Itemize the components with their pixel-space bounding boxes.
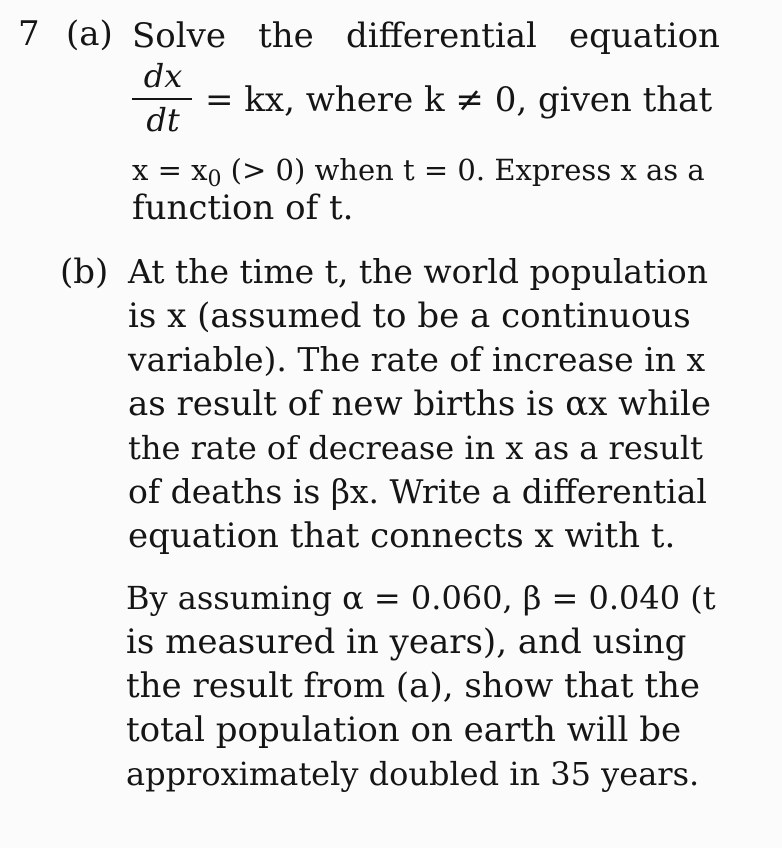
fraction-denominator: dt xyxy=(146,101,180,139)
part-b-line-3: variable). The rate of increase in x xyxy=(128,340,706,379)
part-b-line-1: At the time t, the world population xyxy=(128,252,709,291)
part-b-para2-line-1: By assuming α = 0.060, β = 0.040 (t xyxy=(126,579,716,617)
fraction-numerator: dx xyxy=(143,57,183,95)
part-a-line-3-suffix: (> 0) when t = 0. Express x as a xyxy=(221,153,705,187)
part-b-line-6: of deaths is βx. Write a differential xyxy=(128,472,707,511)
part-b-para2-line-5: approximately doubled in 35 years. xyxy=(126,755,700,793)
part-a-line-1-word: differential xyxy=(345,16,537,56)
part-a-line-1-word: Solve xyxy=(132,16,226,56)
part-b-para2-line-3: the result from (a), show that the xyxy=(126,666,701,706)
part-a-line-3-subscript: 0 xyxy=(207,167,222,192)
part-a-line-2: = kx, where k ≠ 0, given that xyxy=(205,80,713,120)
part-a-label: (a) xyxy=(66,14,113,54)
part-a-line-3-prefix: x = x xyxy=(132,153,208,187)
part-b-line-2: is x (assumed to be a continuous xyxy=(128,296,691,336)
part-b-label: (b) xyxy=(60,252,109,292)
part-a-line-4: function of t. xyxy=(132,188,354,228)
part-b-line-4: as result of new births is αx while xyxy=(128,384,712,424)
question-number: 7 xyxy=(18,14,40,54)
fraction-bar xyxy=(132,98,192,100)
part-a-line-1 xyxy=(132,14,720,58)
part-b-para2-line-4: total population on earth will be xyxy=(126,710,682,750)
part-b-para2-line-2: is measured in years), and using xyxy=(126,622,687,662)
part-b-line-5: the rate of decrease in x as a result xyxy=(128,429,703,467)
derivative-fraction xyxy=(130,58,196,138)
part-b-line-7: equation that connects x with t. xyxy=(128,516,676,556)
part-a-line-1-word: equation xyxy=(569,16,720,56)
part-a-line-1-word: the xyxy=(258,16,314,56)
